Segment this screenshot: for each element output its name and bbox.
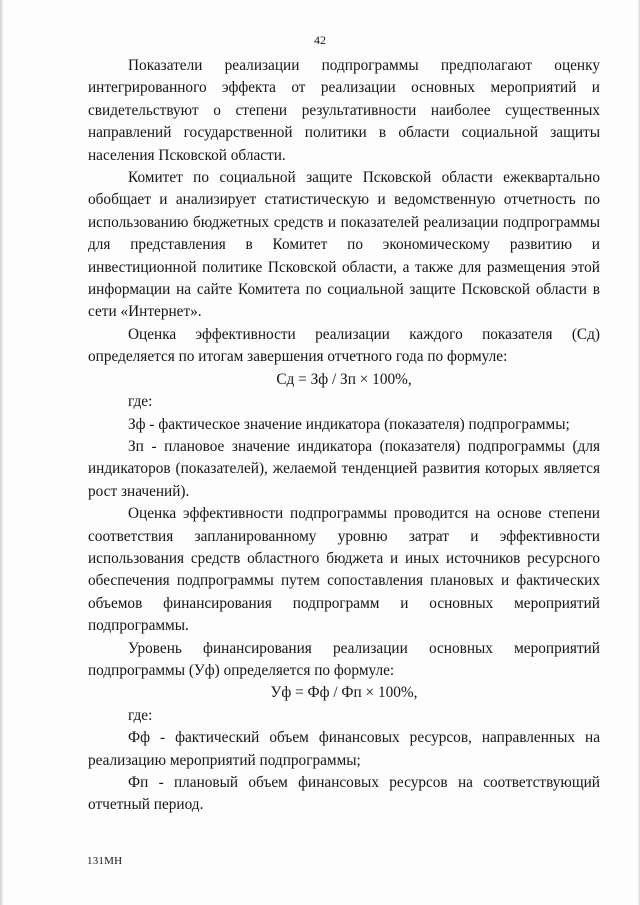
formula-uf: Уф = Фф / Фп × 100%, (270, 684, 418, 702)
paragraph-indicator-evaluation: Оценка эффективности реализации каждого показателя (Сд) определяется по итогам завершения отчетного года по формуле: (88, 325, 600, 366)
where-label-1: где: (128, 393, 153, 411)
page-number: 42 (314, 33, 326, 47)
paragraph-subprogram-evaluation: Оценка эффективности подпрограммы проводится на основе степени соответствия запланированному уровню затрат и эффективности использования средств областного бюджета и иных источников ресурсного обеспечения подпрограммы путем сопоставления плановых и фактических объемов финансирования подпрограмм и основных мероприятий подпрограммы. (88, 505, 600, 635)
scan-edge-left (0, 0, 3, 905)
where-label-2: где: (128, 706, 153, 724)
formula-sd: Сд = Зф / Зп × 100%, (276, 370, 412, 388)
paragraph-financing-level: Уровень финансирования реализации основных мероприятий подпрограммы (Уф) определяется по формуле: (88, 639, 600, 679)
definition-zp: Зп - плановое значение индикатора (показателя) подпрограммы (для индикаторов (показателей), желаемой тенденцией развития которых является рост значений). (88, 437, 600, 500)
document-body (88, 55, 600, 817)
footer-document-code: 131МН (87, 855, 123, 867)
definition-fp: Фп - плановый объем финансовых ресурсов на соответствующий отчетный период. (88, 774, 600, 814)
definition-ff: Фф - фактический объем финансовых ресурсов, направленных на реализацию мероприятий подпрограммы; (88, 729, 600, 769)
definition-zf: Зф - фактическое значение индикатора (показателя) подпрограммы; (128, 415, 570, 433)
paragraph-committee: Комитет по социальной защите Псковской области ежеквартально обобщает и анализирует статистическую и ведомственную отчетность по использованию бюджетных средств и показателей реализации подпрограммы для представления в Комитет по экономическому развитию и инвестиционной политике Псковской области, а также для размещения этой информации на сайте Комитета по социальной защите Псковской области в сети «Интернет». (88, 169, 600, 321)
paragraph-indicators: Показатели реализации подпрограммы предполагают оценку интегрированного эффекта от реализации основных мероприятий и свидетельствуют о степени результативности наиболее существенных направлений государственной политики в области социальной защиты населения Псковской области. (88, 57, 600, 164)
